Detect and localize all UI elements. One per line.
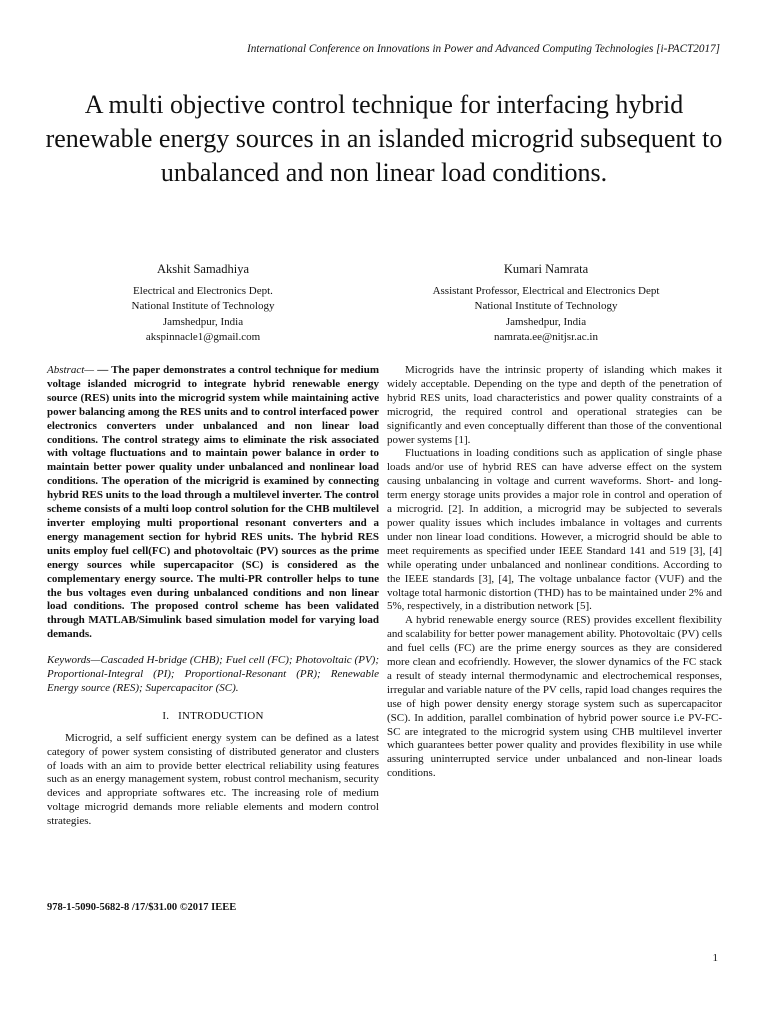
abstract bbox=[47, 364, 379, 642]
author-block-1 bbox=[70, 262, 336, 346]
paragraph-intro-1: Microgrid, a self sufficient energy system can be defined as a latest category of power system consisting of distributed generator and clusters of loads with an aim to provide better electrical reliability using features such as an energy management system, robust control mechanism, security devices and appropriate softwares etc. The increasing role of medium voltage microgrid demands more reliable elements and modern control strategies. bbox=[47, 731, 379, 828]
author-block-2 bbox=[410, 262, 682, 346]
paragraph-intro-2: Microgrids have the intrinsic property of islanding which makes it widely acceptable. Depending on the type and depth of the penetration of hybrid RES units, load characteristics and power quality constraints of a microgrid, the required control and operational strategies can be significantly and even conceptually different than those of the conventional power systems [1]. bbox=[387, 364, 722, 446]
author-affiliation: Electrical and Electronics Dept. bbox=[133, 284, 273, 297]
paper-title: A multi objective control technique for interfacing hybrid renewable energy sources in an islanded microgrid subsequent to unbalanced and non linear load conditions. bbox=[45, 90, 723, 187]
copyright-notice: 978-1-5090-5682-8 /17/$31.00 ©2017 IEEE bbox=[47, 902, 237, 913]
abstract-text: — The paper demonstrates a control technique for medium voltage islanded microgrid to integrate hybrid renewable energy source (RES) units into the microgrid system while maintaining active power balancing among the RES units and to control interfaced power electronics converters under unbalanced and non linear load conditions. The control strategy aims to eliminate the risk associated with voltage fluctuations and to maintain power balance in order to maintain better power quality under unbalanced and nonlinear load conditions. The operation of the micrigrid is examined by connecting hybrid RES units to the load through a multilevel inverter. The control scheme consists of a multi loop control solution for the CHB multilevel inverter employing multi proportional resonant converters and a energy management section for hybrid RES units. The hybrid RES units employ fuel cell(FC) and photovoltaic (PV) sources as the prime energy sources while supercapacitor (SC) is considered as the complementary energy source. The multi-PR controller helps to tune the bus voltages even during unbalanced conditions and non linear load conditions. The proposed control scheme has been validated through MATLAB/Simulink based simulation model for varying load demands. bbox=[47, 364, 379, 641]
author-institution: National Institute of Technology bbox=[474, 300, 618, 312]
author-name: Akshit Samadhiya bbox=[156, 262, 249, 276]
right-column bbox=[387, 364, 722, 781]
author-location: Jamshedpur, India bbox=[162, 315, 244, 328]
abstract-lead: Abstract— bbox=[47, 364, 95, 376]
author-affiliation: Assistant Professor, Electrical and Electronics Dept bbox=[432, 284, 660, 297]
keywords: Keywords—Cascaded H-bridge (CHB); Fuel cell (FC); Photovoltaic (PV); Proportional-Integral (PI); Proportional-Resonant (PR); Renewable Energy source (RES); Supercapacitor (SC). bbox=[47, 654, 379, 694]
author-name: Kumari Namrata bbox=[503, 262, 589, 276]
author-institution: National Institute of Technology bbox=[131, 300, 275, 312]
section-title-initial: I bbox=[178, 709, 182, 722]
author-email: akspinnacle1@gmail.com bbox=[145, 331, 261, 343]
section-number: I. bbox=[162, 709, 170, 722]
paragraph-intro-3: Fluctuations in loading conditions such as application of single phase loads and/or use of hybrid RES can have adverse effect on the system causing unbalancing in voltage and current waveforms. Short- and long-term energy storage units provides a major role in control and operation of a microgrid. [2]. In addition, a microgrid may be subjected to severals power quality issues which includes imbalance in voltages and currents under non linear load conditions. However, a microgrid should be able to meet requirements as specified under IEEE Standard 141 and 519 [3], [4] while operating under unbalanced and nonlinear conditions. According to the IEEE standards [3], [4], The voltage unbalance factor (VUF) and the voltage total harmonic distortion (THD) has to be maintained under 2% and 5%, respectively, in a distribution network [5]. bbox=[387, 447, 722, 613]
paragraph-intro-4: A hybrid renewable energy source (RES) provides excellent flexibility and scalability for better power management ability. Photovoltaic (PV) cells and fuel cells (FC) are the prime energy sources as they are considered more clean and ecofriendly. However, the slower dynamics of the FC stack a result of steady internal thermodynamic and electrochemical responses, irregular and variable nature of the PV cells, rapid load changes requires the use of high power density energy storage system such as supercapacitor (SC). In addition, parallel combination of hybrid power source i.e PV-FC-SC are integrated to the microgrid system using CHB multilevel inverter which guarantees better power quality and provides flexibility in use while assuring uninterrupted service under unbalanced and non-linear loads conditions. bbox=[387, 614, 722, 780]
conference-header: International Conference on Innovations in Power and Advanced Computing Technologies [i-PACT2017] bbox=[247, 43, 720, 55]
section-heading-introduction bbox=[47, 710, 379, 724]
author-location: Jamshedpur, India bbox=[505, 315, 587, 328]
author-email: namrata.ee@nitjsr.ac.in bbox=[494, 331, 598, 343]
section-title-rest: NTRODUCTION bbox=[181, 709, 264, 722]
left-column bbox=[47, 364, 379, 829]
page-number: 1 bbox=[712, 952, 718, 964]
